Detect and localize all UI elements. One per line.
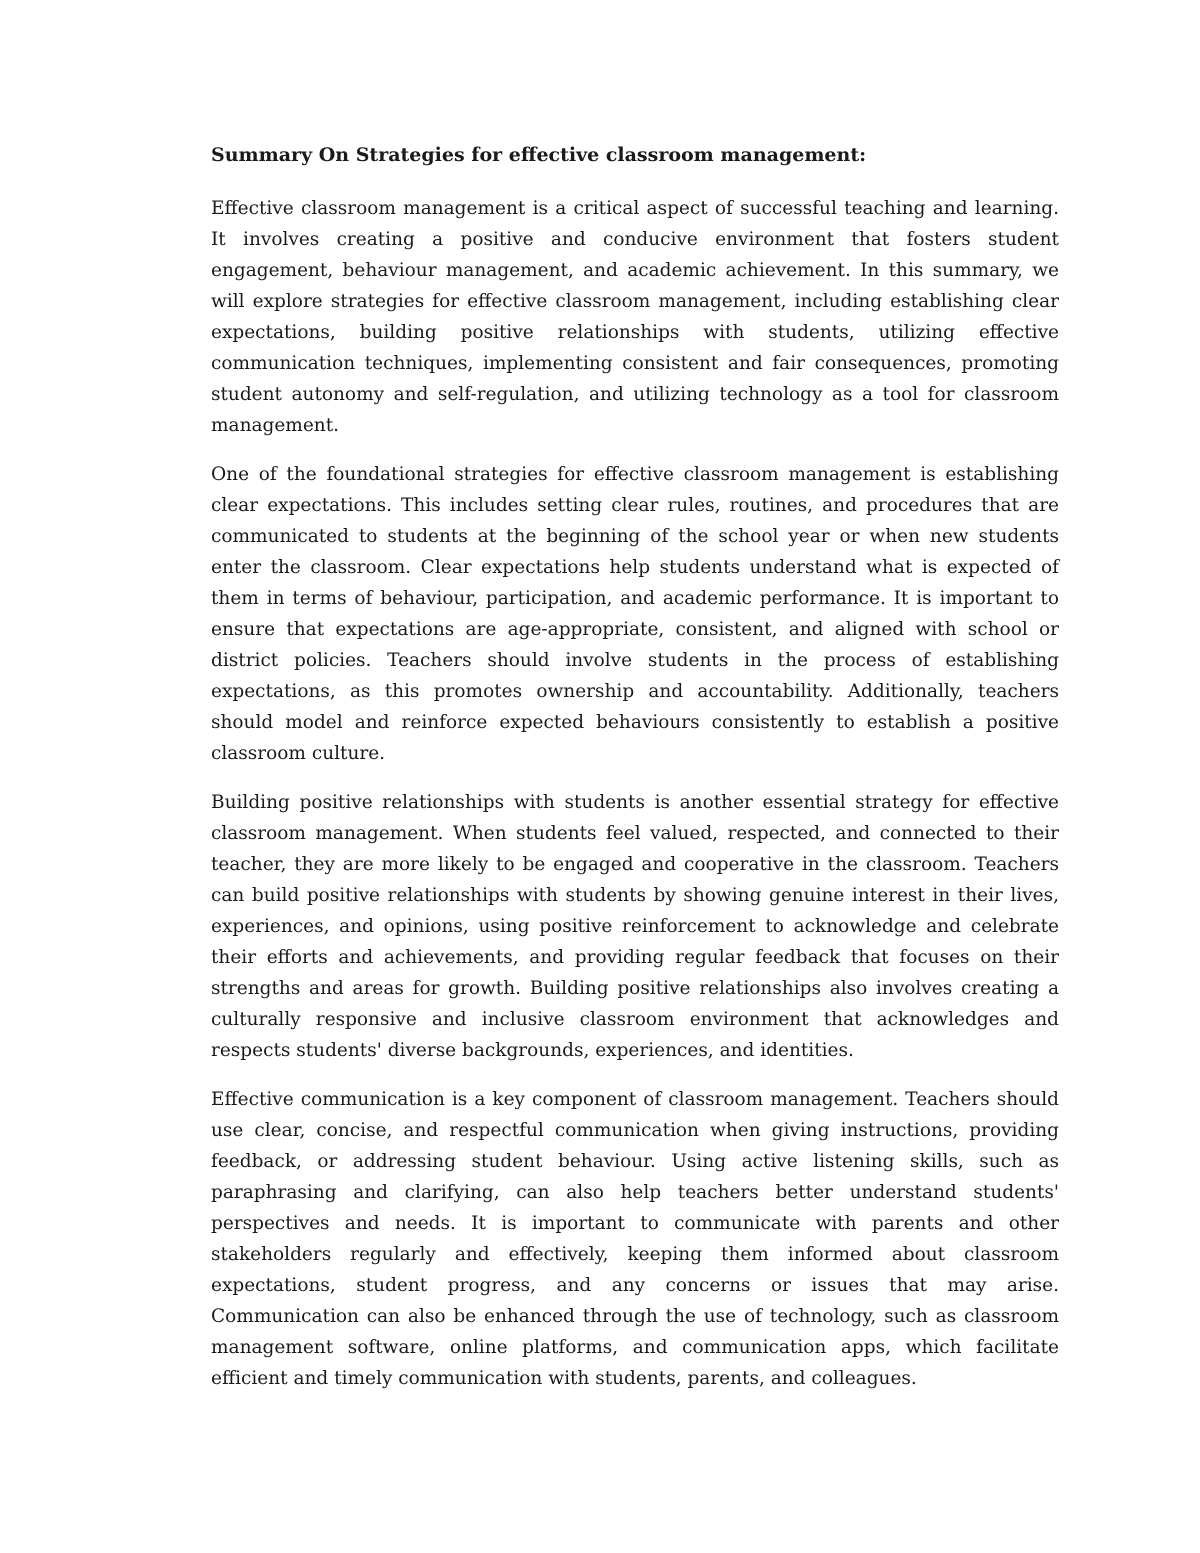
- document-title: Summary On Strategies for effective classroom management:: [211, 144, 867, 166]
- paragraph-introduction: Effective classroom management is a critical aspect of successful teaching and learning. It involves creating a positive and conducive environment that fosters student engagement, behaviour management, and academic achievement. In this summary, we will explore strategies for effective classroom management, including establishing clear expectations, building positive relationships with students, utilizing effective communication techniques, implementing consistent and fair consequences, promoting student autonomy and self-regulation, and utilizing technology as a tool for classroom management.: [211, 198, 1059, 436]
- paragraph-positive-relationships: Building positive relationships with students is another essential strategy for effective classroom management. When students feel valued, respected, and connected to their teacher, they are more likely to be engaged and cooperative in the classroom. Teachers can build positive relationships with students by showing genuine interest in their lives, experiences, and opinions, using positive reinforcement to acknowledge and celebrate their efforts and achievements, and providing regular feedback that focuses on their strengths and areas for growth. Building positive relationships also involves creating a culturally responsive and inclusive classroom environment that acknowledges and respects students' diverse backgrounds, experiences, and identities.: [211, 792, 1059, 1061]
- paragraph-clear-expectations: One of the foundational strategies for effective classroom management is establishing clear expectations. This includes setting clear rules, routines, and procedures that are communicated to students at the beginning of the school year or when new students enter the classroom. Clear expectations help students understand what is expected of them in terms of behaviour, participation, and academic performance. It is important to ensure that expectations are age-appropriate, consistent, and aligned with school or district policies. Teachers should involve students in the process of establishing expectations, as this promotes ownership and accountability. Additionally, teachers should model and reinforce expected behaviours consistently to establish a positive classroom culture.: [211, 464, 1059, 764]
- paragraph-effective-communication: Effective communication is a key component of classroom management. Teachers should use clear, concise, and respectful communication when giving instructions, providing feedback, or addressing student behaviour. Using active listening skills, such as paraphrasing and clarifying, can also help teachers better understand students' perspectives and needs. It is important to communicate with parents and other stakeholders regularly and effectively, keeping them informed about classroom expectations, student progress, and any concerns or issues that may arise. Communication can also be enhanced through the use of technology, such as classroom management software, online platforms, and communication apps, which facilitate efficient and timely communication with students, parents, and colleagues.: [211, 1089, 1059, 1389]
- document-body: [211, 140, 1059, 1412]
